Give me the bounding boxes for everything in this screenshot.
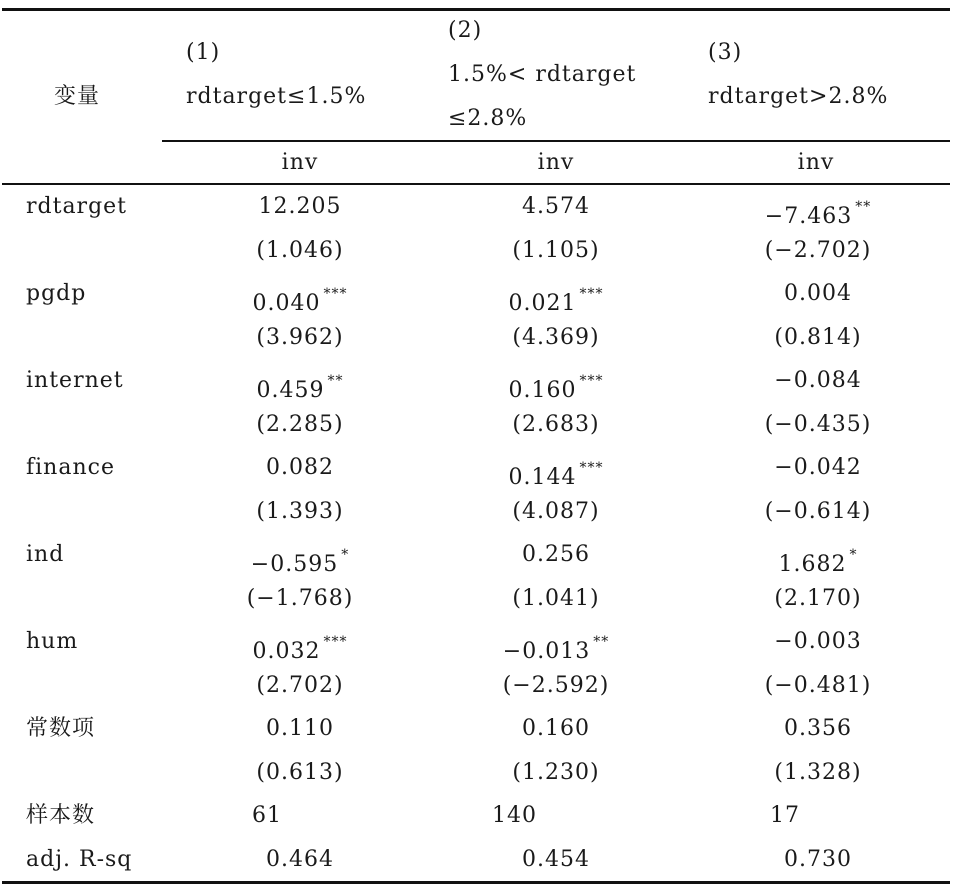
- t-stat-cell: (0.613): [256, 759, 344, 785]
- t-stat-cell: (1.393): [256, 498, 344, 524]
- coef-cell: [446, 368, 666, 404]
- t-stat-cell: (4.087): [512, 498, 600, 524]
- coef-cell: [708, 455, 928, 481]
- row-label: adj. R-sq: [26, 846, 133, 872]
- significance-stars: ***: [579, 460, 604, 476]
- t-stat-cell: (1.328): [774, 759, 862, 785]
- coef-value: 0.160: [522, 716, 590, 741]
- row-label: 样本数: [26, 803, 96, 828]
- t-stat-cell: (2.702): [256, 672, 344, 698]
- significance-stars: **: [855, 199, 872, 215]
- row-label: 常数项: [26, 716, 96, 741]
- coef-cell: [446, 629, 666, 665]
- coef-cell: [708, 629, 928, 655]
- coef-cell: [708, 281, 928, 307]
- col1-condition: rdtarget≤1.5%: [186, 84, 367, 109]
- coef-cell: [446, 716, 666, 742]
- coef-cell: [708, 716, 928, 742]
- significance-stars: **: [593, 634, 610, 650]
- coef-value: 0.021: [508, 291, 577, 316]
- t-stat-cell: (1.230): [512, 759, 600, 785]
- coef-value: 0.040: [252, 291, 321, 316]
- t-stat-cell: (2.170): [774, 585, 862, 611]
- coef-value: 0.004: [784, 281, 852, 306]
- col3-condition: rdtarget>2.8%: [708, 84, 889, 109]
- coef-value: −7.463: [764, 204, 853, 229]
- footer-cell: 0.454: [522, 846, 590, 872]
- coef-cell: [190, 194, 410, 220]
- coef-cell: [446, 455, 666, 491]
- coef-value: −0.042: [774, 455, 862, 480]
- coef-value: −0.595: [250, 552, 339, 577]
- t-stat-cell: (1.041): [512, 585, 600, 611]
- footer-cell: 0.730: [784, 846, 852, 872]
- significance-stars: ***: [323, 286, 348, 302]
- coef-value: 0.110: [266, 716, 334, 741]
- coef-value: −0.003: [774, 629, 862, 654]
- significance-stars: ***: [579, 286, 604, 302]
- bottom-rule: [2, 881, 950, 884]
- col1-number: (1): [186, 40, 221, 65]
- coef-cell: [190, 542, 410, 578]
- significance-stars: *: [341, 547, 350, 563]
- coef-value: 0.459: [256, 378, 325, 403]
- t-stat-cell: (−0.481): [764, 672, 872, 698]
- significance-stars: ***: [579, 373, 604, 389]
- row-label: pgdp: [26, 281, 87, 306]
- variable-header: 变量: [54, 84, 101, 109]
- top-rule: [2, 8, 950, 11]
- t-stat-cell: (1.105): [512, 237, 600, 263]
- significance-stars: *: [849, 547, 858, 563]
- coef-value: 0.144: [508, 465, 577, 490]
- coef-value: 0.032: [252, 639, 321, 664]
- coef-cell: [708, 194, 928, 230]
- coef-cell: [190, 281, 410, 317]
- coef-value: 0.356: [784, 716, 852, 741]
- row-label: ind: [26, 542, 65, 567]
- col2-number: (2): [448, 18, 483, 43]
- row-label: finance: [26, 455, 115, 480]
- t-stat-cell: (−0.614): [764, 498, 872, 524]
- t-stat-cell: (−1.768): [246, 585, 354, 611]
- coef-cell: [446, 542, 666, 568]
- coef-value: 4.574: [522, 194, 590, 219]
- col2-condition-line2: ≤2.8%: [448, 106, 528, 131]
- col3-dep-var: inv: [797, 150, 835, 175]
- significance-stars: ***: [323, 634, 348, 650]
- coef-value: 1.682: [778, 552, 847, 577]
- t-stat-cell: (2.285): [256, 411, 344, 437]
- t-stat-cell: (2.683): [512, 411, 600, 437]
- footer-cell: 17: [770, 803, 800, 828]
- t-stat-cell: (0.814): [774, 324, 862, 350]
- coef-cell: [708, 542, 928, 578]
- footer-cell: 61: [252, 803, 282, 828]
- t-stat-cell: (3.962): [256, 324, 344, 350]
- coef-value: 0.160: [508, 378, 577, 403]
- coef-cell: [190, 716, 410, 742]
- t-stat-cell: (−0.435): [764, 411, 872, 437]
- coef-cell: [446, 194, 666, 220]
- significance-stars: **: [327, 373, 344, 389]
- footer-cell: 140: [492, 803, 537, 828]
- col2-dep-var: inv: [537, 150, 575, 175]
- t-stat-cell: (−2.592): [502, 672, 610, 698]
- col1-dep-var: inv: [281, 150, 319, 175]
- coef-value: 0.256: [522, 542, 590, 567]
- coef-cell: [446, 281, 666, 317]
- row-label: internet: [26, 368, 124, 393]
- header-mid-rule: [162, 140, 950, 142]
- t-stat-cell: (1.046): [256, 237, 344, 263]
- coef-cell: [708, 368, 928, 394]
- header-bottom-rule: [2, 183, 950, 185]
- row-label: hum: [26, 629, 79, 654]
- coef-cell: [190, 629, 410, 665]
- coef-value: 0.082: [266, 455, 334, 480]
- t-stat-cell: (4.369): [512, 324, 600, 350]
- col2-condition-line1: 1.5%< rdtarget: [448, 62, 637, 87]
- coef-cell: [190, 368, 410, 404]
- coef-value: −0.084: [774, 368, 862, 393]
- coef-value: 12.205: [258, 194, 342, 219]
- t-stat-cell: (−2.702): [764, 237, 872, 263]
- coef-value: −0.013: [502, 639, 591, 664]
- row-label: rdtarget: [26, 194, 128, 219]
- col3-number: (3): [708, 40, 743, 65]
- coef-cell: [190, 455, 410, 481]
- footer-cell: 0.464: [266, 846, 334, 872]
